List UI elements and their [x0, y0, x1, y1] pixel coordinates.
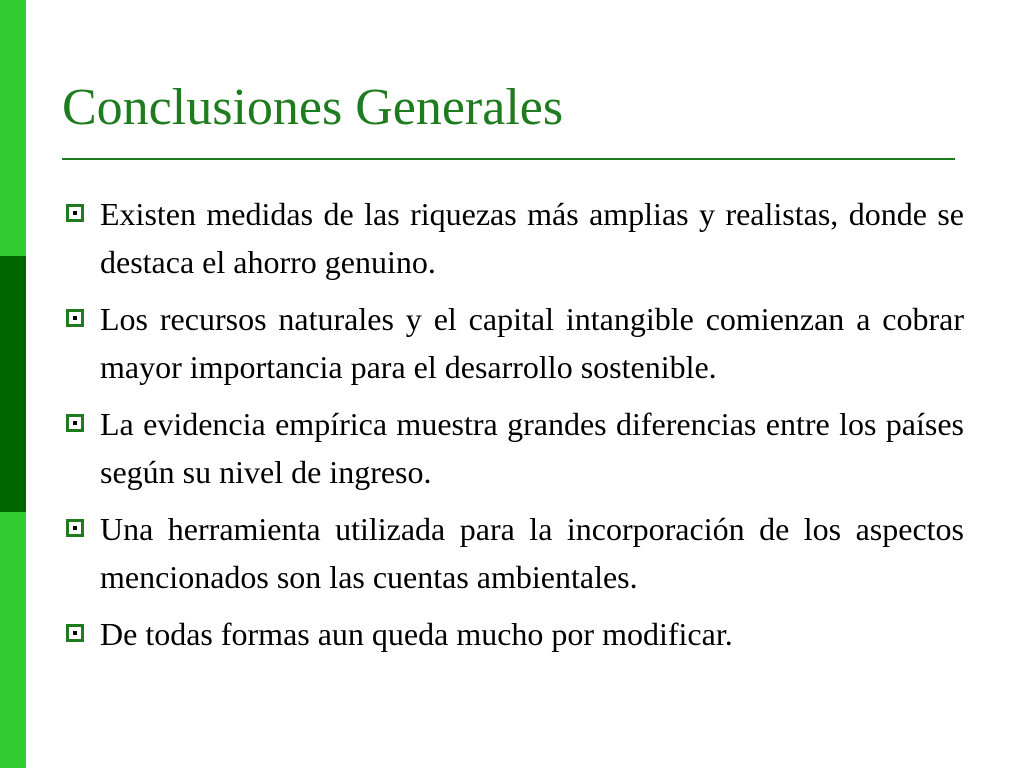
- bullet-item: [62, 400, 964, 496]
- square-bullet-icon: [66, 414, 84, 432]
- square-bullet-icon: [66, 309, 84, 327]
- sidebar-segment-bottom: [0, 512, 26, 768]
- bullet-item: [62, 610, 964, 658]
- title-divider: [62, 158, 955, 160]
- sidebar-segment-top: [0, 0, 26, 256]
- sidebar-bar: [0, 0, 26, 768]
- bullet-item: [62, 505, 964, 601]
- bullet-text: De todas formas aun queda mucho por modificar.: [100, 616, 733, 652]
- bullet-item: [62, 295, 964, 391]
- bullet-list: [62, 190, 964, 667]
- square-bullet-icon: [66, 624, 84, 642]
- bullet-text: Los recursos naturales y el capital intangible comienzan a cobrar mayor importancia para el desarrollo sostenible.: [100, 301, 964, 385]
- bullet-text: Una herramienta utilizada para la incorporación de los aspectos mencionados son las cuentas ambientales.: [100, 511, 964, 595]
- bullet-text: La evidencia empírica muestra grandes diferencias entre los países según su nivel de ingreso.: [100, 406, 964, 490]
- square-bullet-icon: [66, 204, 84, 222]
- sidebar-segment-middle: [0, 256, 26, 512]
- square-bullet-icon: [66, 519, 84, 537]
- slide-title: Conclusiones Generales: [62, 79, 564, 136]
- bullet-item: [62, 190, 964, 286]
- bullet-text: Existen medidas de las riquezas más amplias y realistas, donde se destaca el ahorro genuino.: [100, 196, 964, 280]
